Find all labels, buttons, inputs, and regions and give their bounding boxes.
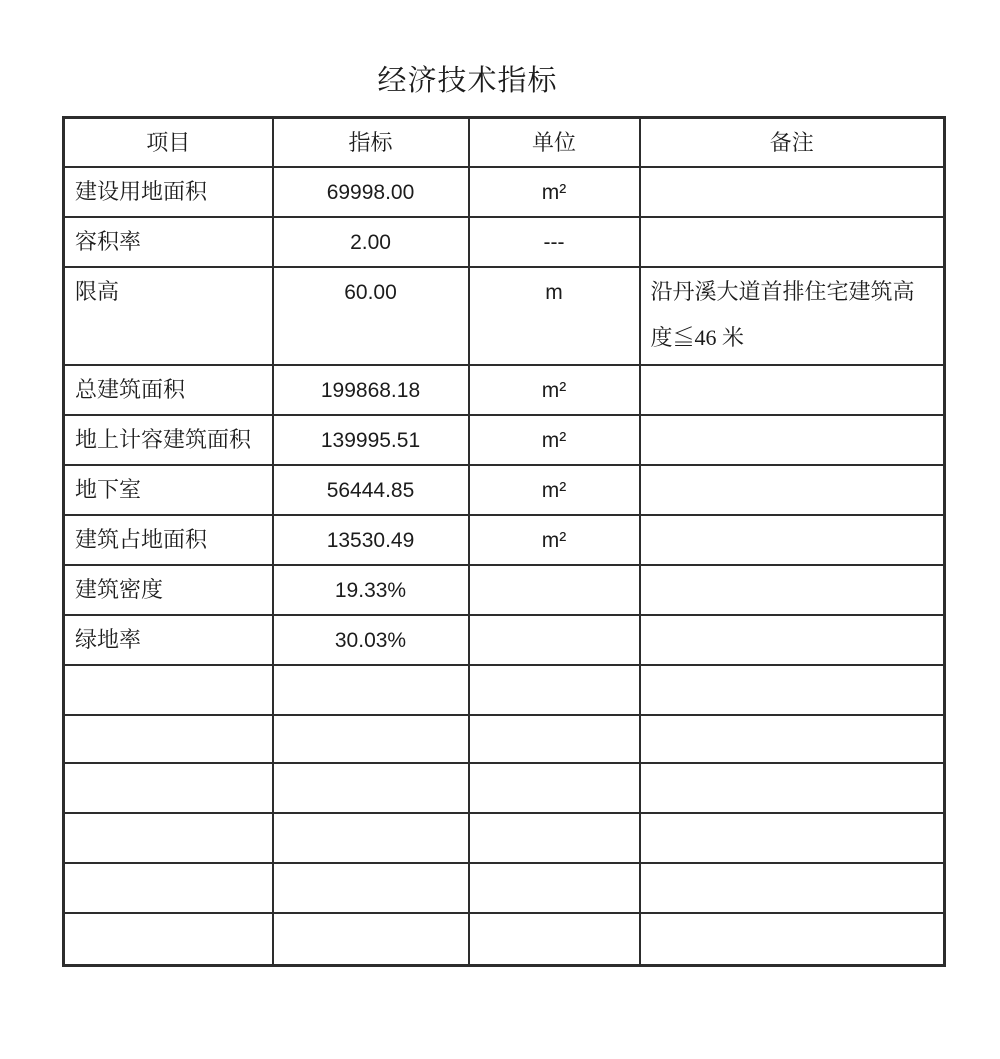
item-cell: 地上计容建筑面积 [64,415,273,465]
remark-cell [640,763,945,813]
remark-cell: 沿丹溪大道首排住宅建筑高度≦46 米 [640,267,945,365]
item-cell [64,913,273,965]
item-cell [64,813,273,863]
remark-cell [640,217,945,267]
remark-cell [640,715,945,763]
remark-cell [640,615,945,665]
item-cell [64,763,273,813]
value-cell [273,763,469,813]
remark-cell [640,565,945,615]
remark-cell [640,515,945,565]
unit-cell [469,863,640,913]
header-item: 项目 [64,118,273,168]
unit-cell: m [469,267,640,365]
remark-cell [640,415,945,465]
economic-indicator-table [62,116,946,967]
value-cell: 13530.49 [273,515,469,565]
table-row [64,615,945,665]
item-cell: 绿地率 [64,615,273,665]
remark-cell [640,813,945,863]
value-cell [273,863,469,913]
value-cell [273,715,469,763]
unit-cell [469,715,640,763]
table-row [64,167,945,217]
item-cell [64,715,273,763]
table-row [64,415,945,465]
header-unit: 单位 [469,118,640,168]
remark-cell [640,465,945,515]
unit-cell: m² [469,365,640,415]
value-cell: 56444.85 [273,465,469,515]
remark-cell [640,863,945,913]
unit-cell: m² [469,415,640,465]
header-value: 指标 [273,118,469,168]
value-cell: 69998.00 [273,167,469,217]
item-cell: 建筑占地面积 [64,515,273,565]
table-row-empty [64,665,945,715]
value-cell [273,913,469,965]
unit-cell [469,913,640,965]
value-cell: 60.00 [273,267,469,365]
item-cell [64,863,273,913]
value-cell [273,813,469,863]
unit-cell [469,615,640,665]
value-cell: 2.00 [273,217,469,267]
table-row [64,565,945,615]
table-row-empty [64,813,945,863]
item-cell: 地下室 [64,465,273,515]
item-cell [64,665,273,715]
unit-cell [469,565,640,615]
table-row-empty [64,913,945,965]
table-row [64,465,945,515]
item-cell: 总建筑面积 [64,365,273,415]
unit-cell: m² [469,465,640,515]
value-cell: 30.03% [273,615,469,665]
item-cell: 建设用地面积 [64,167,273,217]
table-row-empty [64,763,945,813]
item-cell: 容积率 [64,217,273,267]
unit-cell [469,813,640,863]
table-row [64,217,945,267]
unit-cell: --- [469,217,640,267]
value-cell: 139995.51 [273,415,469,465]
remark-cell [640,665,945,715]
value-cell: 199868.18 [273,365,469,415]
table-row-empty [64,863,945,913]
unit-cell [469,665,640,715]
item-cell: 限高 [64,267,273,365]
remark-cell [640,913,945,965]
unit-cell: m² [469,515,640,565]
value-cell [273,665,469,715]
value-cell: 19.33% [273,565,469,615]
table-row [64,515,945,565]
table-header-row [64,118,945,168]
header-remark: 备注 [640,118,945,168]
table-row [64,365,945,415]
table-row-empty [64,715,945,763]
remark-cell [640,365,945,415]
unit-cell: m² [469,167,640,217]
unit-cell [469,763,640,813]
remark-cell [640,167,945,217]
page-title: 经济技术指标 [377,65,558,97]
table-row [64,267,945,365]
item-cell: 建筑密度 [64,565,273,615]
